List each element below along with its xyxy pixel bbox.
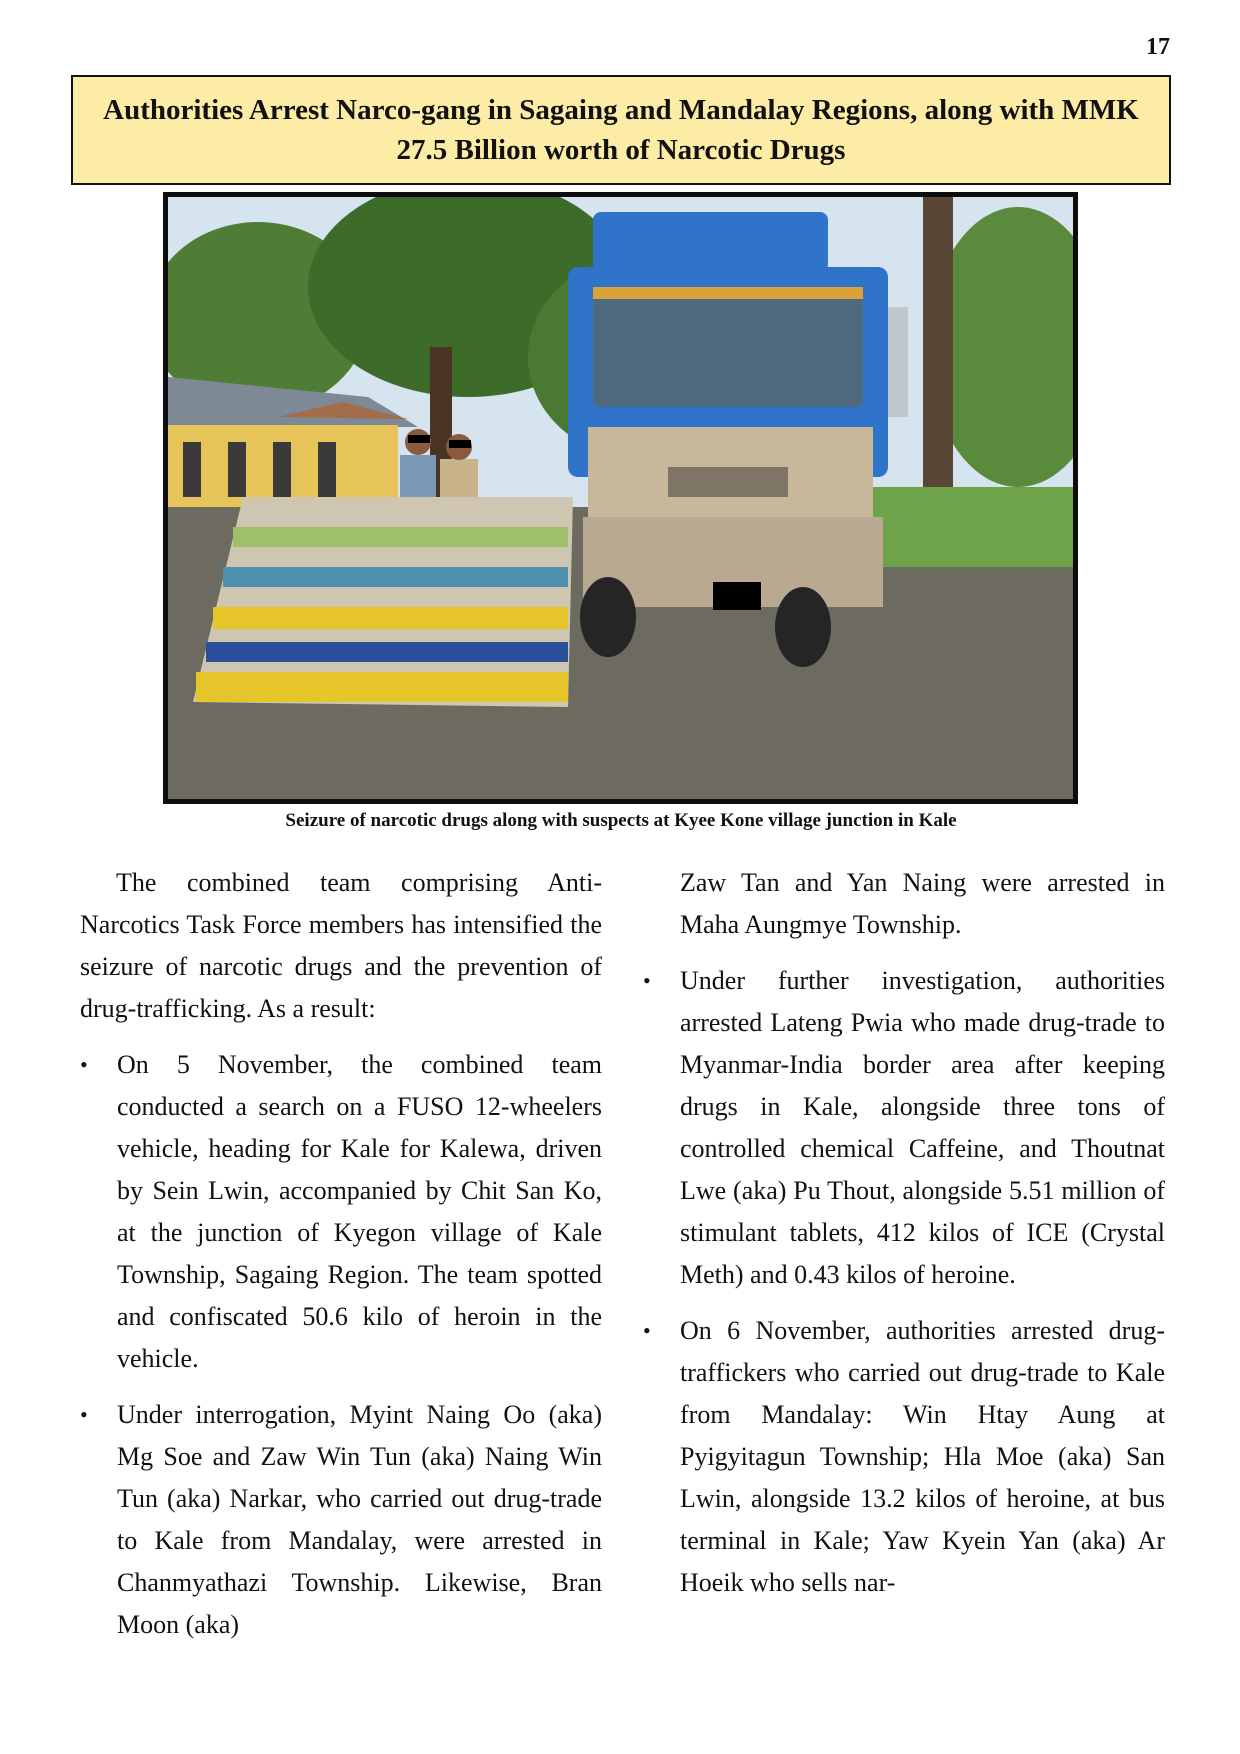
bullet-symbol: •: [643, 968, 651, 993]
photo-building-window: [228, 442, 246, 497]
bullet-text: Under interrogation, Myint Naing Oo (aka) Mg Soe and Zaw Win Tun (aka) Naing Win Tun (aka) Narkar, who carried out drug-trade to Kale from Mandalay, were arrested in Chanmyathazi Township. Likewise, Bran Moon (aka): [117, 1400, 602, 1639]
photo-drug-pack-row-green: [233, 527, 568, 547]
photo-building-window: [273, 442, 291, 497]
news-photo: [163, 192, 1078, 804]
photo-drug-pack-row-yellow: [213, 607, 568, 629]
intro-paragraph: The combined team comprising Anti-Narcotics Task Force members has intensified the seizure of narcotic drugs and the prevention of drug-trafficking. As a result:: [80, 868, 602, 1023]
continuation-paragraph: Zaw Tan and Yan Naing were arrested in Maha Aungmye Township.: [680, 868, 1165, 939]
bullet-symbol: •: [80, 1402, 88, 1427]
bullet-item: [80, 1394, 602, 1646]
bullet-text: On 6 November, authorities arrested drug-traffickers who carried out drug-trade to Kale from Mandalay: Win Htay Aung at Pyigyitagun Township; Hla Moe (aka) San Lwin, alongside 13.2 kilos of heroine, at bus terminal in Kale; Yaw Kyein Yan (aka) Ar Hoeik who sells nar-: [680, 1316, 1165, 1597]
photo-building-window: [318, 442, 336, 497]
photo-suspect-1-blur: [408, 435, 430, 443]
photo-suspect-2-blur: [449, 440, 471, 448]
photo-drug-pack-row-blue: [223, 567, 568, 587]
photo-caption: Seizure of narcotic drugs along with suspects at Kyee Kone village junction in Kale: [285, 810, 957, 831]
bullet-symbol: •: [643, 1318, 651, 1343]
photo-truck-windshield: [593, 292, 863, 407]
bullet-item: [643, 1310, 1165, 1604]
photo-building-window: [183, 442, 201, 497]
bullet-item: [80, 1044, 602, 1380]
photo-drug-pack-row-yellow: [196, 672, 568, 702]
photo-drug-pack-row-blue: [206, 642, 568, 662]
photo-truck-mirror: [888, 307, 908, 417]
photo-grass: [868, 487, 1073, 567]
right-column: [643, 862, 1165, 1618]
photo-truck-roof: [593, 212, 828, 272]
page-number: 17: [1146, 34, 1170, 60]
bullet-symbol: •: [80, 1052, 88, 1077]
bullet-item: [643, 960, 1165, 1296]
photo-truck-ornament: [593, 287, 863, 299]
photo-truck-plate-blur: [713, 582, 761, 610]
seizure-photo-illustration: [168, 197, 1073, 799]
left-column: [80, 862, 602, 1660]
photo-truck-wheel-left: [580, 577, 636, 657]
photo-truck-vent: [668, 467, 788, 497]
headline: Authorities Arrest Narco-gang in Sagaing and Mandalay Regions, along with MMK 27.5 Billion worth of Narcotic Drugs: [103, 94, 1139, 166]
photo-truck-wheel-right: [775, 587, 831, 667]
bullet-text: On 5 November, the combined team conducted a search on a FUSO 12-wheelers vehicle, heading for Kale for Kalewa, driven by Sein Lwin, accompanied by Chit San Ko, at the junction of Kyegon village of Kale Township, Sagaing Region. The team spotted and confiscated 50.6 kilo of heroin in the vehicle.: [117, 1050, 602, 1373]
bullet-text: Under further investigation, authorities arrested Lateng Pwia who made drug-trade to Myanmar-India border area after keeping drugs in Kale, alongside three tons of controlled chemical Caffeine, and Thoutnat Lwe (aka) Pu Thout, alongside 5.51 million of stimulant tablets, 412 kilos of ICE (Crystal Meth) and 0.43 kilos of heroine.: [680, 966, 1165, 1289]
headline-box: [71, 75, 1171, 185]
